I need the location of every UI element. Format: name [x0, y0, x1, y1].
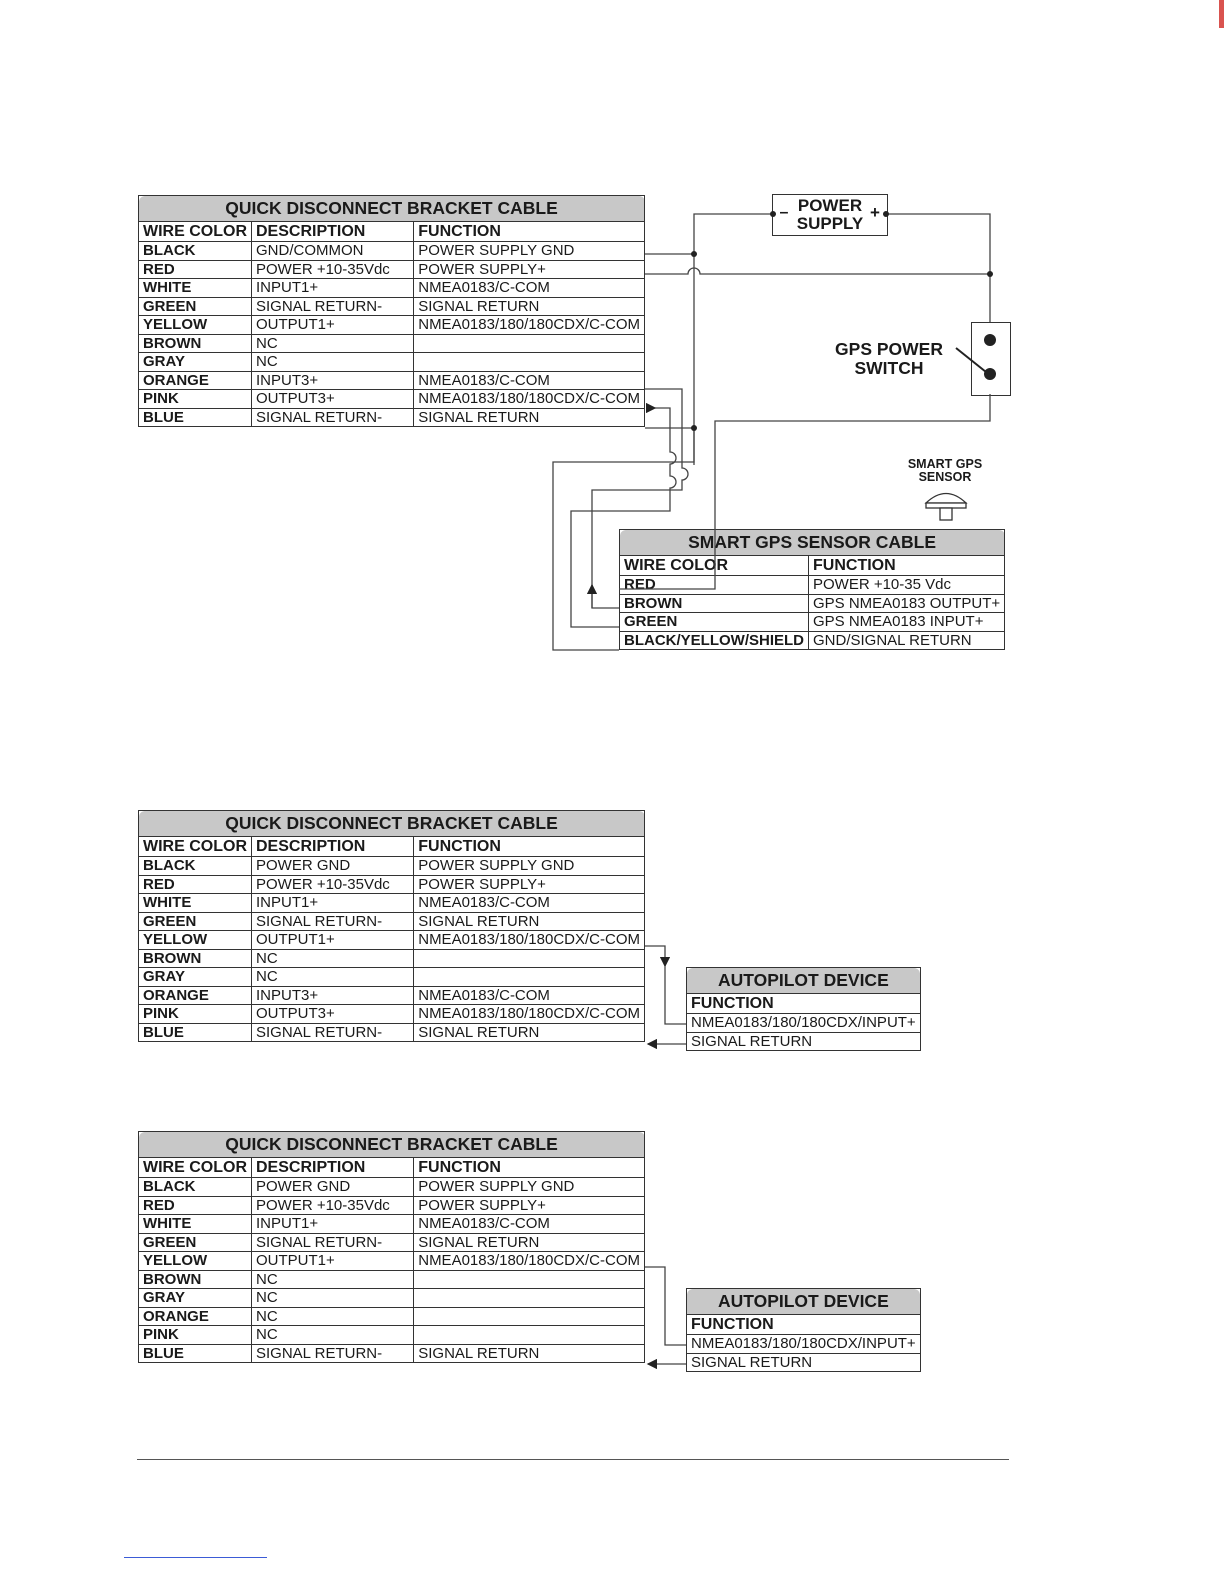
table-cell: NC: [252, 968, 414, 987]
table-cell: SIGNAL RETURN: [414, 297, 645, 316]
footer-rule: [137, 1459, 1009, 1460]
wire-color-cell: PINK: [139, 1005, 252, 1024]
table-cell: POWER SUPPLY+: [414, 875, 645, 894]
wire-red-to-psu-plus: [645, 268, 990, 274]
wire-gnd-to-psu: [645, 214, 773, 254]
table-cell: NMEA0183/180/180CDX/C-COM: [414, 931, 645, 950]
column-header: WIRE COLOR: [620, 556, 809, 576]
table-title: QUICK DISCONNECT BRACKET CABLE: [139, 196, 645, 222]
wire-color-cell: WHITE: [139, 279, 252, 298]
wire-color-cell: YELLOW: [139, 316, 252, 335]
column-header: WIRE COLOR: [139, 837, 252, 857]
table-cell: GPS NMEA0183 INPUT+: [809, 613, 1005, 632]
table-cell: NMEA0183/C-COM: [414, 1215, 645, 1234]
table-cell: NMEA0183/C-COM: [414, 986, 645, 1005]
table-title: QUICK DISCONNECT BRACKET CABLE: [139, 811, 645, 837]
table-cell: SIGNAL RETURN: [414, 912, 645, 931]
wire-yellow-to-autopilot-1: [645, 946, 665, 966]
table-cell: INPUT3+: [252, 986, 414, 1005]
table-cell: NMEA0183/180/180CDX/C-COM: [414, 1005, 645, 1024]
wire-color-cell: GREEN: [139, 912, 252, 931]
table-cell: NC: [252, 1289, 414, 1308]
table-cell: SIGNAL RETURN: [687, 1032, 921, 1051]
table-cell: SIGNAL RETURN-: [252, 1023, 414, 1042]
wire-color-cell: BLUE: [139, 408, 252, 427]
column-header: FUNCTION: [414, 837, 645, 857]
table-cell: NC: [252, 1307, 414, 1326]
wire-orange-to-sensor: [592, 389, 688, 608]
column-header: FUNCTION: [809, 556, 1005, 576]
table-cell: NC: [252, 1270, 414, 1289]
column-header: DESCRIPTION: [252, 1158, 414, 1178]
table-cell: OUTPUT1+: [252, 316, 414, 335]
table-cell: NMEA0183/C-COM: [414, 371, 645, 390]
wire-color-cell: GREEN: [620, 613, 809, 632]
wire-color-cell: ORANGE: [139, 1307, 252, 1326]
wire-pink-to-sensor: [571, 408, 676, 627]
wire-color-cell: PINK: [139, 390, 252, 409]
wire-color-cell: BLUE: [139, 1344, 252, 1363]
table-cell: POWER SUPPLY+: [414, 260, 645, 279]
wire-switch-to-sensor-red: [619, 394, 990, 589]
table-cell: SIGNAL RETURN: [414, 408, 645, 427]
table-cell: INPUT1+: [252, 894, 414, 913]
wire-color-cell: BLUE: [139, 1023, 252, 1042]
switch-icon: [956, 334, 996, 380]
column-header: WIRE COLOR: [139, 222, 252, 242]
footer-link-underline: [124, 1557, 267, 1558]
wire-color-cell: PINK: [139, 1326, 252, 1345]
table-cell: GPS NMEA0183 OUTPUT+: [809, 594, 1005, 613]
table-cell: NMEA0183/C-COM: [414, 279, 645, 298]
wire-color-cell: BROWN: [139, 1270, 252, 1289]
table-cell: NMEA0183/180/180CDX/C-COM: [414, 316, 645, 335]
table-cell: INPUT1+: [252, 1215, 414, 1234]
power-supply-plus: +: [870, 203, 880, 222]
table-title: SMART GPS SENSOR CABLE: [620, 530, 1005, 556]
table-cell: OUTPUT1+: [252, 931, 414, 950]
table-cell: POWER GND: [252, 1178, 414, 1197]
wire-color-cell: BLACK/YELLOW/SHIELD: [620, 631, 809, 650]
table-cell: POWER SUPPLY GND: [414, 857, 645, 876]
wire-color-cell: WHITE: [139, 1215, 252, 1234]
column-header: FUNCTION: [687, 994, 921, 1014]
table-cell: POWER +10-35 Vdc: [809, 576, 1005, 595]
column-header: WIRE COLOR: [139, 1158, 252, 1178]
table-cell: SIGNAL RETURN: [414, 1344, 645, 1363]
wire-color-cell: YELLOW: [139, 1252, 252, 1271]
wire-pink-to-autopilot-input-1: [665, 966, 686, 1024]
wire-color-cell: BROWN: [139, 334, 252, 353]
table-cell: NMEA0183/180/180CDX/C-COM: [414, 1252, 645, 1271]
column-header: DESCRIPTION: [252, 222, 414, 242]
table-cell: NMEA0183/180/180CDX/C-COM: [414, 390, 645, 409]
table-cell: NC: [252, 334, 414, 353]
table-cell: NC: [252, 949, 414, 968]
table-cell: SIGNAL RETURN-: [252, 408, 414, 427]
table-cell: OUTPUT3+: [252, 1005, 414, 1024]
wire-yellow-to-autopilot-2: [645, 1267, 686, 1345]
table-cell: SIGNAL RETURN: [414, 1233, 645, 1252]
table-cell: INPUT1+: [252, 279, 414, 298]
table-cell: POWER SUPPLY GND: [414, 242, 645, 261]
wire-color-cell: BLACK: [139, 242, 252, 261]
wire-color-cell: WHITE: [139, 894, 252, 913]
column-header: DESCRIPTION: [252, 837, 414, 857]
table-cell: SIGNAL RETURN-: [252, 1233, 414, 1252]
wire-color-cell: RED: [139, 260, 252, 279]
wire-color-cell: BROWN: [620, 594, 809, 613]
wire-color-cell: GREEN: [139, 297, 252, 316]
table-cell: INPUT3+: [252, 371, 414, 390]
table-cell: POWER +10-35Vdc: [252, 260, 414, 279]
wire-color-cell: RED: [139, 875, 252, 894]
column-header: FUNCTION: [687, 1315, 921, 1335]
wire-color-cell: GRAY: [139, 353, 252, 372]
table-cell: POWER +10-35Vdc: [252, 1196, 414, 1215]
table-cell: SIGNAL RETURN-: [252, 1344, 414, 1363]
table-cell: SIGNAL RETURN-: [252, 297, 414, 316]
column-header: FUNCTION: [414, 1158, 645, 1178]
table-cell: GND/SIGNAL RETURN: [809, 631, 1005, 650]
wire-blue-to-sensor: [553, 428, 694, 650]
wire-color-cell: RED: [620, 576, 809, 595]
table-cell: POWER GND: [252, 857, 414, 876]
table-cell: NMEA0183/180/180CDX/INPUT+: [687, 1335, 921, 1354]
autopilot-title: AUTOPILOT DEVICE: [687, 968, 921, 994]
wire-color-cell: BROWN: [139, 949, 252, 968]
wire-color-cell: YELLOW: [139, 931, 252, 950]
wire-color-cell: BLACK: [139, 857, 252, 876]
table-cell: SIGNAL RETURN: [414, 1023, 645, 1042]
table-cell: POWER +10-35Vdc: [252, 875, 414, 894]
table-cell: NMEA0183/180/180CDX/INPUT+: [687, 1014, 921, 1033]
wire-color-cell: ORANGE: [139, 371, 252, 390]
table-cell: POWER SUPPLY+: [414, 1196, 645, 1215]
smart-gps-sensor-icon: [926, 494, 966, 521]
table-cell: NC: [252, 1326, 414, 1345]
wire-color-cell: GRAY: [139, 1289, 252, 1308]
wire-color-cell: GRAY: [139, 968, 252, 987]
wire-color-cell: BLACK: [139, 1178, 252, 1197]
table-title: QUICK DISCONNECT BRACKET CABLE: [139, 1132, 645, 1158]
column-header: FUNCTION: [414, 222, 645, 242]
wire-color-cell: ORANGE: [139, 986, 252, 1005]
power-supply-label: POWER SUPPLY: [796, 196, 864, 233]
table-cell: GND/COMMON: [252, 242, 414, 261]
table-cell: SIGNAL RETURN-: [252, 912, 414, 931]
table-cell: OUTPUT1+: [252, 1252, 414, 1271]
wire-color-cell: GREEN: [139, 1233, 252, 1252]
power-supply-minus: –: [779, 204, 789, 221]
smart-gps-sensor-label: SMART GPS SENSOR: [907, 457, 983, 484]
table-cell: NC: [252, 353, 414, 372]
table-cell: OUTPUT3+: [252, 390, 414, 409]
wire-color-cell: RED: [139, 1196, 252, 1215]
table-cell: NMEA0183/C-COM: [414, 894, 645, 913]
table-cell: POWER SUPPLY GND: [414, 1178, 645, 1197]
table-cell: SIGNAL RETURN: [687, 1353, 921, 1372]
gps-switch-label: GPS POWER SWITCH: [835, 339, 943, 378]
wire-psu-plus-to-switch: [886, 214, 990, 322]
autopilot-title: AUTOPILOT DEVICE: [687, 1289, 921, 1315]
